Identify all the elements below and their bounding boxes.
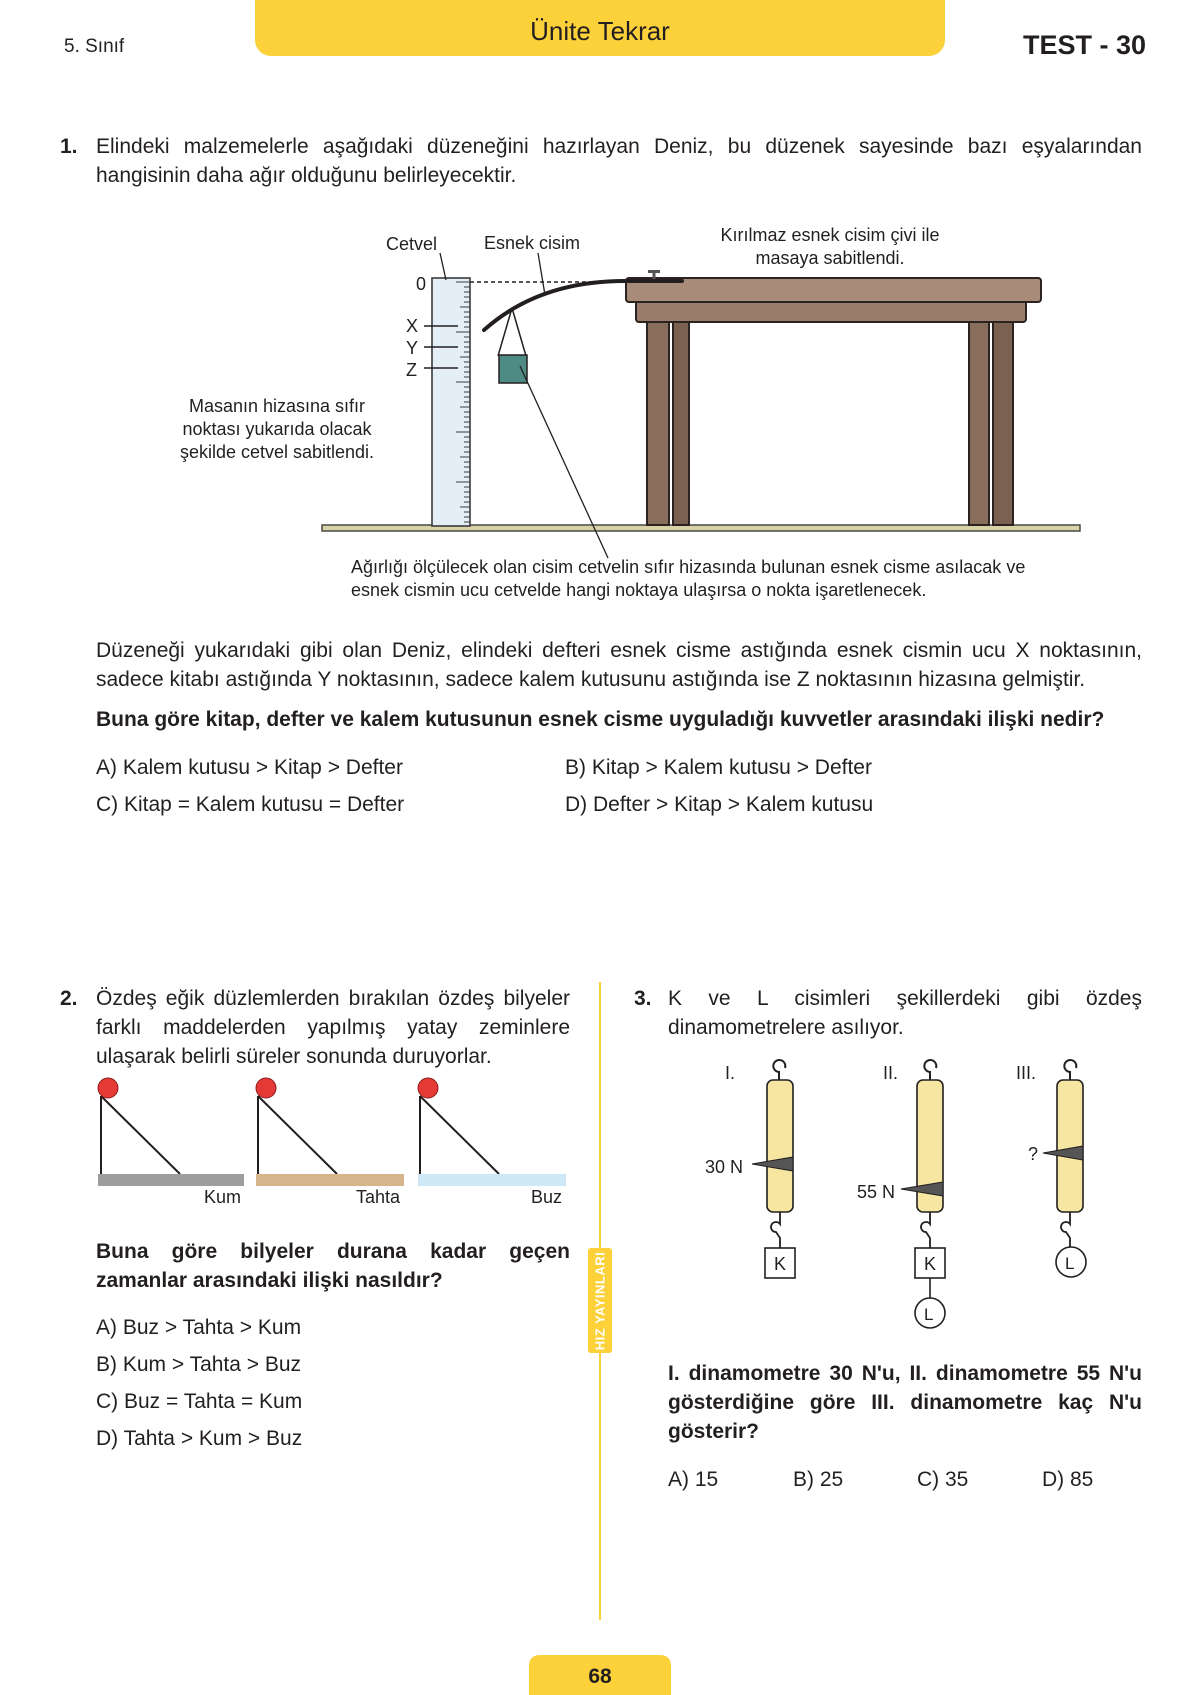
object-l-label: L [1065, 1254, 1075, 1273]
meter-label-2: II. [883, 1063, 899, 1083]
hook-icon [1064, 1060, 1076, 1080]
q2-option-a[interactable]: A) Buz > Tahta > Kum [96, 1316, 302, 1339]
q3-option-d[interactable]: D) 85 [1042, 1468, 1094, 1491]
meter-label-1: I. [725, 1063, 736, 1083]
surface-label-sand: Kum [204, 1187, 242, 1207]
q3-option-b[interactable]: B) 25 [793, 1468, 844, 1491]
hook-icon [1061, 1212, 1070, 1248]
object-k-label: K [924, 1254, 937, 1274]
q1-option-a[interactable]: A) Kalem kutusu > Kitap > Defter [96, 756, 403, 779]
hook-icon [773, 1060, 785, 1080]
q3-option-c[interactable]: C) 35 [917, 1468, 969, 1491]
dynamometer-1 [767, 1080, 793, 1212]
q1-option-c[interactable]: C) Kitap = Kalem kutusu = Defter [96, 793, 405, 816]
surface-label-wood: Tahta [356, 1187, 401, 1207]
brand-logo: HIZ YAYINLARI [588, 1248, 612, 1353]
q2-intro: Özdeş eğik düzlemlerden bırakılan özdeş bilyeler farklı maddelerden yapılmış yatay zeminlere ulaşarak belirli süreler sonunda duruyorlar. [96, 987, 570, 1068]
reading-3: ? [1028, 1144, 1039, 1164]
q3-intro: K ve L cisimleri şekillerdeki gibi özdeş dinamometrelere asılıyor. [668, 987, 1142, 1039]
grade-label: 5. Sınıf [64, 36, 125, 57]
reading-1: 30 N [705, 1157, 744, 1177]
q3-option-a[interactable]: A) 15 [668, 1468, 719, 1491]
hook-icon [924, 1060, 936, 1080]
object-l-label: L [924, 1305, 934, 1324]
q1-number: 1. [60, 135, 78, 158]
q1-intro: Elindeki malzemelerle aşağıdaki düzeneğini hazırlayan Deniz, bu düzenek sayesinde bazı eşyalarından hangisinin daha ağır olduğunu belirleyecektir. [96, 135, 1142, 187]
dynamometer-3 [1057, 1080, 1083, 1212]
reading-2: 55 N [857, 1182, 896, 1202]
unit-title: Ünite Tekrar [255, 0, 945, 56]
q2-option-b[interactable]: B) Kum > Tahta > Buz [96, 1353, 302, 1376]
q2-question: Buna göre bilyeler durana kadar geçen zamanlar arasındaki ilişki nasıldır? [96, 1240, 570, 1292]
q3-question: I. dinamometre 30 N'u, II. dinamometre 55 N'u gösterdiğine göre III. dinamometre kaç N'u gösterir? [668, 1362, 1142, 1443]
q2-option-c[interactable]: C) Buz = Tahta = Kum [96, 1390, 303, 1413]
hook-icon [771, 1212, 780, 1248]
q1-option-b[interactable]: B) Kitap > Kalem kutusu > Defter [565, 756, 872, 779]
ruler-zero: 0 [416, 274, 427, 294]
q1-body: Düzeneği yukarıdaki gibi olan Deniz, elindeki defteri esnek cisme astığında esnek cismin ucu X noktasının, sadece kitabı astığında Y noktasının, sadece kalem kutusunu astığında ise Z noktasının hizasına gelmiştir. [96, 639, 1142, 691]
mark-x-label: X [406, 316, 419, 336]
page-number: 68 [529, 1655, 671, 1695]
ruler-label: Cetvel [386, 234, 438, 254]
q1-question: Buna göre kitap, defter ve kalem kutusunun esnek cisme uyguladığı kuvvetler arasındaki ilişki nedir? [96, 708, 1105, 731]
mark-z-label: Z [406, 360, 417, 380]
elastic-label: Esnek cisim [484, 233, 581, 253]
q3-number: 3. [634, 987, 652, 1010]
hook-icon [921, 1212, 930, 1248]
q2-number: 2. [60, 987, 78, 1010]
object-k-label: K [774, 1254, 787, 1274]
weight-note: Ağırlığı ölçülecek olan cisim cetvelin sıfır hizasında bulunan esnek cisme asılacak ve esnek cismin ucu cetvelde hangi noktaya ulaşırsa o nokta işaretlenecek. [351, 557, 1026, 600]
meter-label-3: III. [1016, 1063, 1037, 1083]
nail-note: Kırılmaz esnek cisim çivi ile masaya sabitlendi. [720, 225, 940, 268]
q2-option-d[interactable]: D) Tahta > Kum > Buz [96, 1427, 303, 1450]
mark-y-label: Y [406, 338, 419, 358]
test-title: TEST - 30 [1022, 30, 1146, 60]
q1-option-d[interactable]: D) Defter > Kitap > Kalem kutusu [565, 793, 874, 816]
surface-label-ice: Buz [531, 1187, 563, 1207]
ruler-note: Masanın hizasına sıfır noktası yukarıda olacak şekilde cetvel sabitlendi. [179, 396, 375, 462]
